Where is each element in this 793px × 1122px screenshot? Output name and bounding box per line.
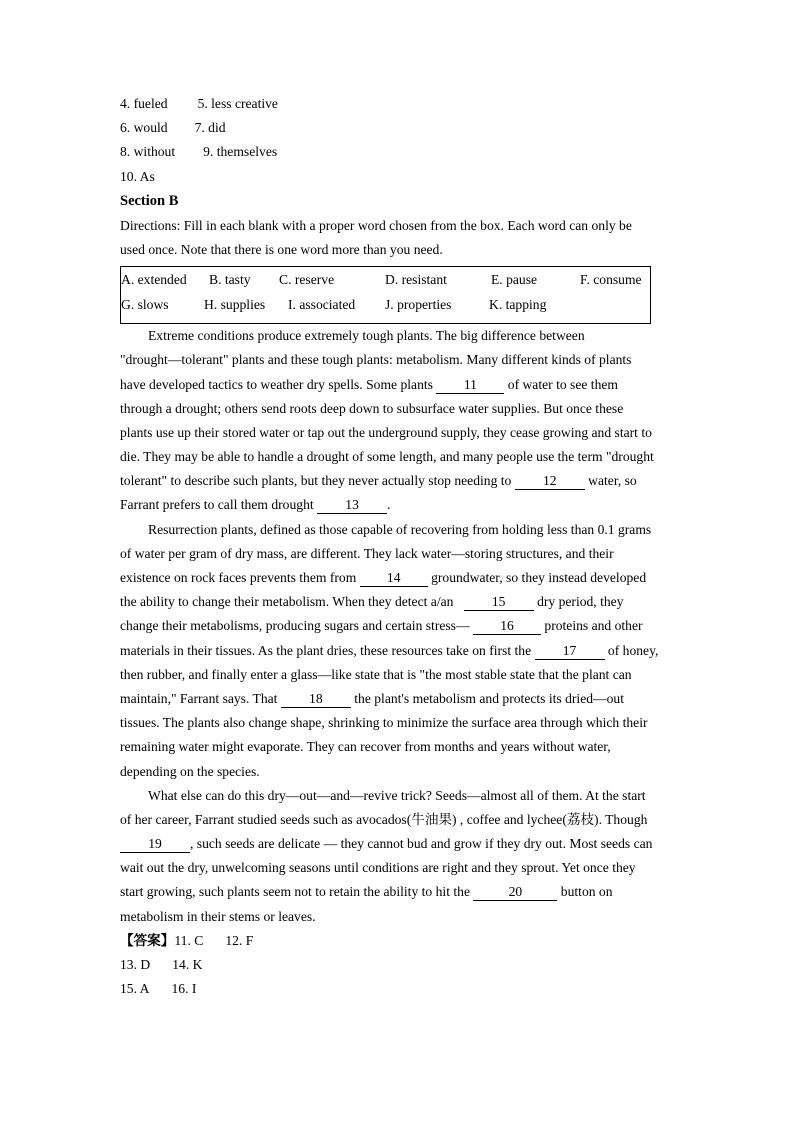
option-h: H. supplies	[204, 296, 266, 312]
p1-line-7	[120, 469, 680, 493]
p1-text: water, so	[588, 473, 637, 489]
p2-line-5	[120, 614, 680, 638]
p3-line-3	[120, 832, 680, 856]
paragraph-2	[120, 518, 680, 784]
document-page	[120, 92, 680, 1001]
blank-20[interactable]: 20	[473, 883, 557, 901]
prev-answers-row-2	[120, 116, 680, 140]
p2-text: change their metabolisms, producing sugars and certain stress—	[120, 618, 470, 634]
prev-answers-row-3	[120, 140, 680, 164]
p2-text: the plant's metabolism and protects its dried—out	[354, 690, 624, 706]
answer-12: 12. F	[225, 932, 254, 948]
answer-15: 15. A	[120, 981, 150, 997]
p3-text: start growing, such plants seem not to retain the ability to hit the	[120, 884, 470, 900]
option-j: J. properties	[385, 296, 452, 312]
answer-7: 7. did	[194, 120, 226, 136]
answers-row-3	[120, 977, 680, 1001]
prev-answers-row-1	[120, 92, 680, 116]
p3-line-5	[120, 880, 680, 904]
p2-line-10: remaining water might evaporate. They can recover from months and years without water,	[120, 739, 611, 755]
answers-row-2	[120, 953, 680, 977]
option-e: E. pause	[491, 272, 538, 288]
p3-text: button on	[560, 884, 613, 900]
prev-answers-row-4	[120, 165, 680, 189]
p1-line-5: plants use up their stored water or tap out the underground supply, they cease growing and start to	[120, 424, 652, 440]
p3-text: , such seeds are delicate — they cannot bud and grow if they dry out. Most seeds can	[190, 836, 653, 852]
option-f: F. consume	[580, 272, 642, 288]
p2-line-9: tissues. The plants also change shape, shrinking to minimize the surface area through which their	[120, 715, 648, 731]
blank-12[interactable]: 12	[515, 472, 585, 490]
option-d: D. resistant	[385, 272, 447, 288]
p2-text: of honey,	[607, 642, 659, 658]
answer-label: 【答案】	[120, 932, 175, 948]
paragraph-1	[120, 324, 680, 518]
answer-5: 5. less creative	[197, 96, 278, 111]
paragraph-3	[120, 784, 680, 929]
blank-18[interactable]: 18	[281, 690, 351, 708]
p1-line-1: Extreme conditions produce extremely tough plants. The big difference between	[148, 328, 585, 344]
word-box-row-2	[121, 293, 650, 318]
option-i: I. associated	[288, 296, 356, 312]
p2-line-8	[120, 687, 680, 711]
p3-line-2: of her career, Farrant studied seeds such as avocados(牛油果) , coffee and lychee(荔枝). Though	[120, 811, 648, 827]
p1-line-4: through a drought; others send roots deep down to subsurface water supplies. But once these	[120, 400, 624, 416]
blank-14[interactable]: 14	[360, 569, 428, 587]
word-box-row-1	[121, 268, 650, 293]
option-k: K. tapping	[489, 296, 547, 312]
p1-line-2: "drought—tolerant" plants and these tough plants: metabolism. Many different kinds of plants	[120, 352, 632, 368]
p2-line-6	[120, 639, 680, 663]
answer-16: 16. I	[171, 981, 197, 997]
p1-line-8	[120, 493, 680, 517]
p1-line-3	[120, 373, 680, 397]
p2-text: proteins and other	[544, 618, 643, 634]
answers-row-1	[120, 929, 680, 953]
p2-text: materials in their tissues. As the plant dries, these resources take on first the	[120, 642, 532, 658]
answer-14: 14. K	[172, 957, 203, 972]
p2-text: the ability to change their metabolism. When they detect a/an	[120, 594, 454, 610]
p2-text: maintain," Farrant says. That	[120, 690, 278, 706]
blank-17[interactable]: 17	[535, 642, 605, 660]
answer-9: 9. themselves	[203, 144, 278, 160]
p1-text: have developed tactics to weather dry spells. Some plants	[120, 376, 433, 392]
p3-line-6: metabolism in their stems or leaves.	[120, 908, 316, 924]
option-c: C. reserve	[279, 272, 335, 288]
answer-8: 8. without	[120, 144, 176, 160]
p3-line-1: What else can do this dry—out—and—revive trick? Seeds—almost all of them. At the start	[148, 787, 646, 803]
option-b: B. tasty	[209, 272, 251, 288]
option-a: A. extended	[121, 272, 187, 288]
p1-text: Farrant prefers to call them drought	[120, 497, 314, 513]
word-box	[120, 266, 651, 324]
blank-13[interactable]: 13	[317, 496, 387, 514]
answer-13: 13. D	[120, 957, 151, 972]
p2-line-7: then rubber, and finally enter a glass—like state that is "the most stable state that the plant can	[120, 666, 632, 682]
blank-19[interactable]: 19	[120, 835, 190, 853]
p3-line-4: wait out the dry, unwelcoming seasons until conditions are right and they sprout. Yet once they	[120, 860, 636, 876]
blank-16[interactable]: 16	[473, 617, 541, 635]
answer-10: 10. As	[120, 168, 155, 184]
p1-text: of water to see them	[507, 376, 618, 392]
p2-text: existence on rock faces prevents them from	[120, 570, 357, 585]
p2-line-2: of water per gram of dry mass, are different. They lack water—storing structures, and their	[120, 545, 614, 561]
answer-11: 11. C	[174, 932, 204, 948]
p2-line-4	[120, 590, 680, 614]
option-g: G. slows	[121, 296, 169, 312]
directions-line-1: Directions: Fill in each blank with a proper word chosen from the box. Each word can only be	[120, 217, 632, 233]
p2-text: dry period, they	[537, 594, 624, 610]
p2-line-1: Resurrection plants, defined as those capable of recovering from holding less than 0.1 grams	[148, 521, 652, 537]
section-title: Section B	[120, 192, 179, 209]
p2-text: groundwater, so they instead developed	[431, 570, 647, 585]
answer-6: 6. would	[120, 120, 168, 136]
p2-line-11: depending on the species.	[120, 763, 260, 779]
p2-line-3	[120, 566, 680, 590]
p1-text: tolerant" to describe such plants, but they never actually stop needing to	[120, 473, 512, 489]
directions-line-2: used once. Note that there is one word more than you need.	[120, 241, 443, 257]
p1-line-6: die. They may be able to handle a drought of some length, and many people use the term "drought	[120, 449, 654, 465]
blank-15[interactable]: 15	[464, 593, 534, 611]
answer-4: 4. fueled	[120, 96, 168, 111]
p1-text: .	[387, 497, 391, 513]
blank-11[interactable]: 11	[436, 376, 504, 394]
